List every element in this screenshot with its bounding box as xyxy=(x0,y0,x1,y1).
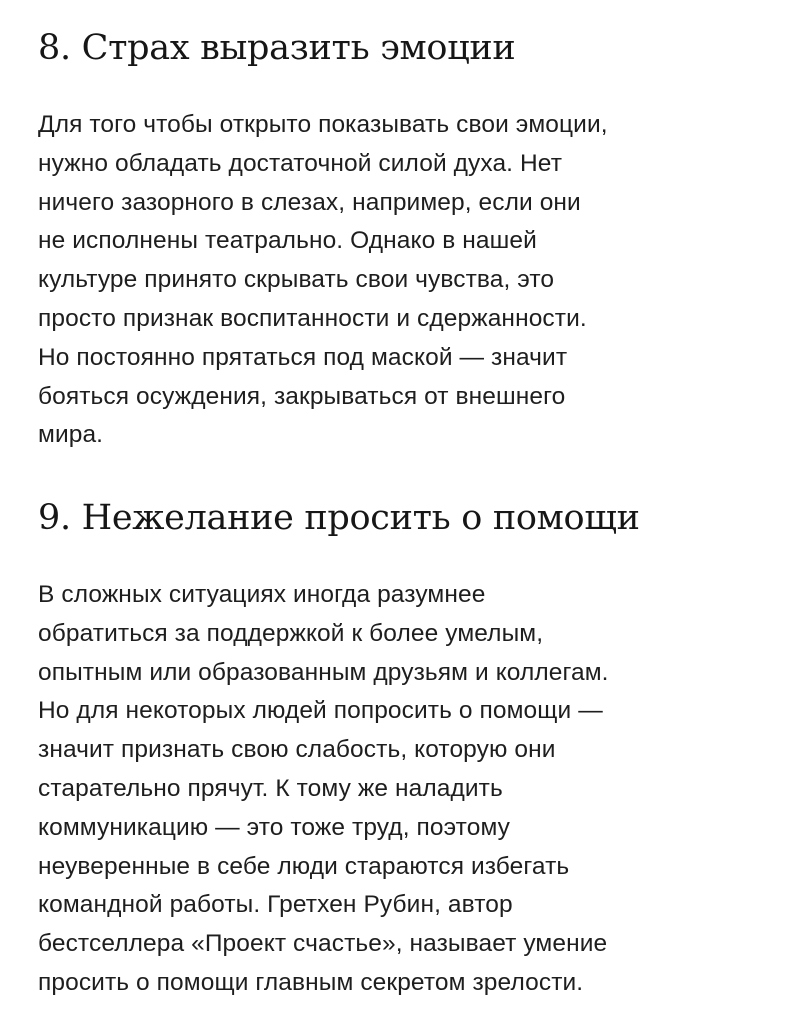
text-line: культуре принято скрывать свои чувства, это xyxy=(38,266,555,294)
text-line: просто признак воспитанности и сдержанности. xyxy=(38,304,587,332)
text-line: не исполнены театрально. Однако в нашей xyxy=(38,227,537,255)
text-line: Но постоянно прятаться под маской — значит xyxy=(38,343,568,371)
text-line: опытным или образованным друзьям и коллегам. xyxy=(38,658,609,686)
section-title-reluctance-to-ask-help: 9. Нежелание просить о помощи xyxy=(38,498,640,538)
text-line: мира. xyxy=(38,421,104,449)
section-body-fear-of-emotions xyxy=(38,106,608,455)
text-line: значит признать свою слабость, которую они xyxy=(38,736,556,764)
text-line: В сложных ситуациях иногда разумнее xyxy=(38,581,486,608)
text-line: Но для некоторых людей попросить о помощи — xyxy=(38,697,603,725)
text-line: старательно прячут. К тому же наладить xyxy=(38,774,503,802)
section-body-reluctance-to-ask-help xyxy=(38,576,609,1003)
text-line: командной работы. Гретхен Рубин, автор xyxy=(38,891,513,919)
text-line: просить о помощи главным секретом зрелости. xyxy=(38,968,584,996)
text-line: обратиться за поддержкой к более умелым, xyxy=(38,619,544,647)
text-line: бояться осуждения, закрываться от внешнего xyxy=(38,382,566,410)
text-line: коммуникацию — это тоже труд, поэтому xyxy=(38,813,511,841)
text-line: Для того чтобы открыто показывать свои эмоции, xyxy=(38,111,608,138)
text-line: нужно обладать достаточной силой духа. Нет xyxy=(38,149,563,177)
text-line: бестселлера «Проект счастье», называет умение xyxy=(38,930,608,958)
text-line: неуверенные в себе люди стараются избегать xyxy=(38,852,570,880)
section-title-fear-of-emotions: 8. Страх выразить эмоции xyxy=(38,28,516,68)
text-line: ничего зазорного в слезах, например, если они xyxy=(38,188,581,216)
